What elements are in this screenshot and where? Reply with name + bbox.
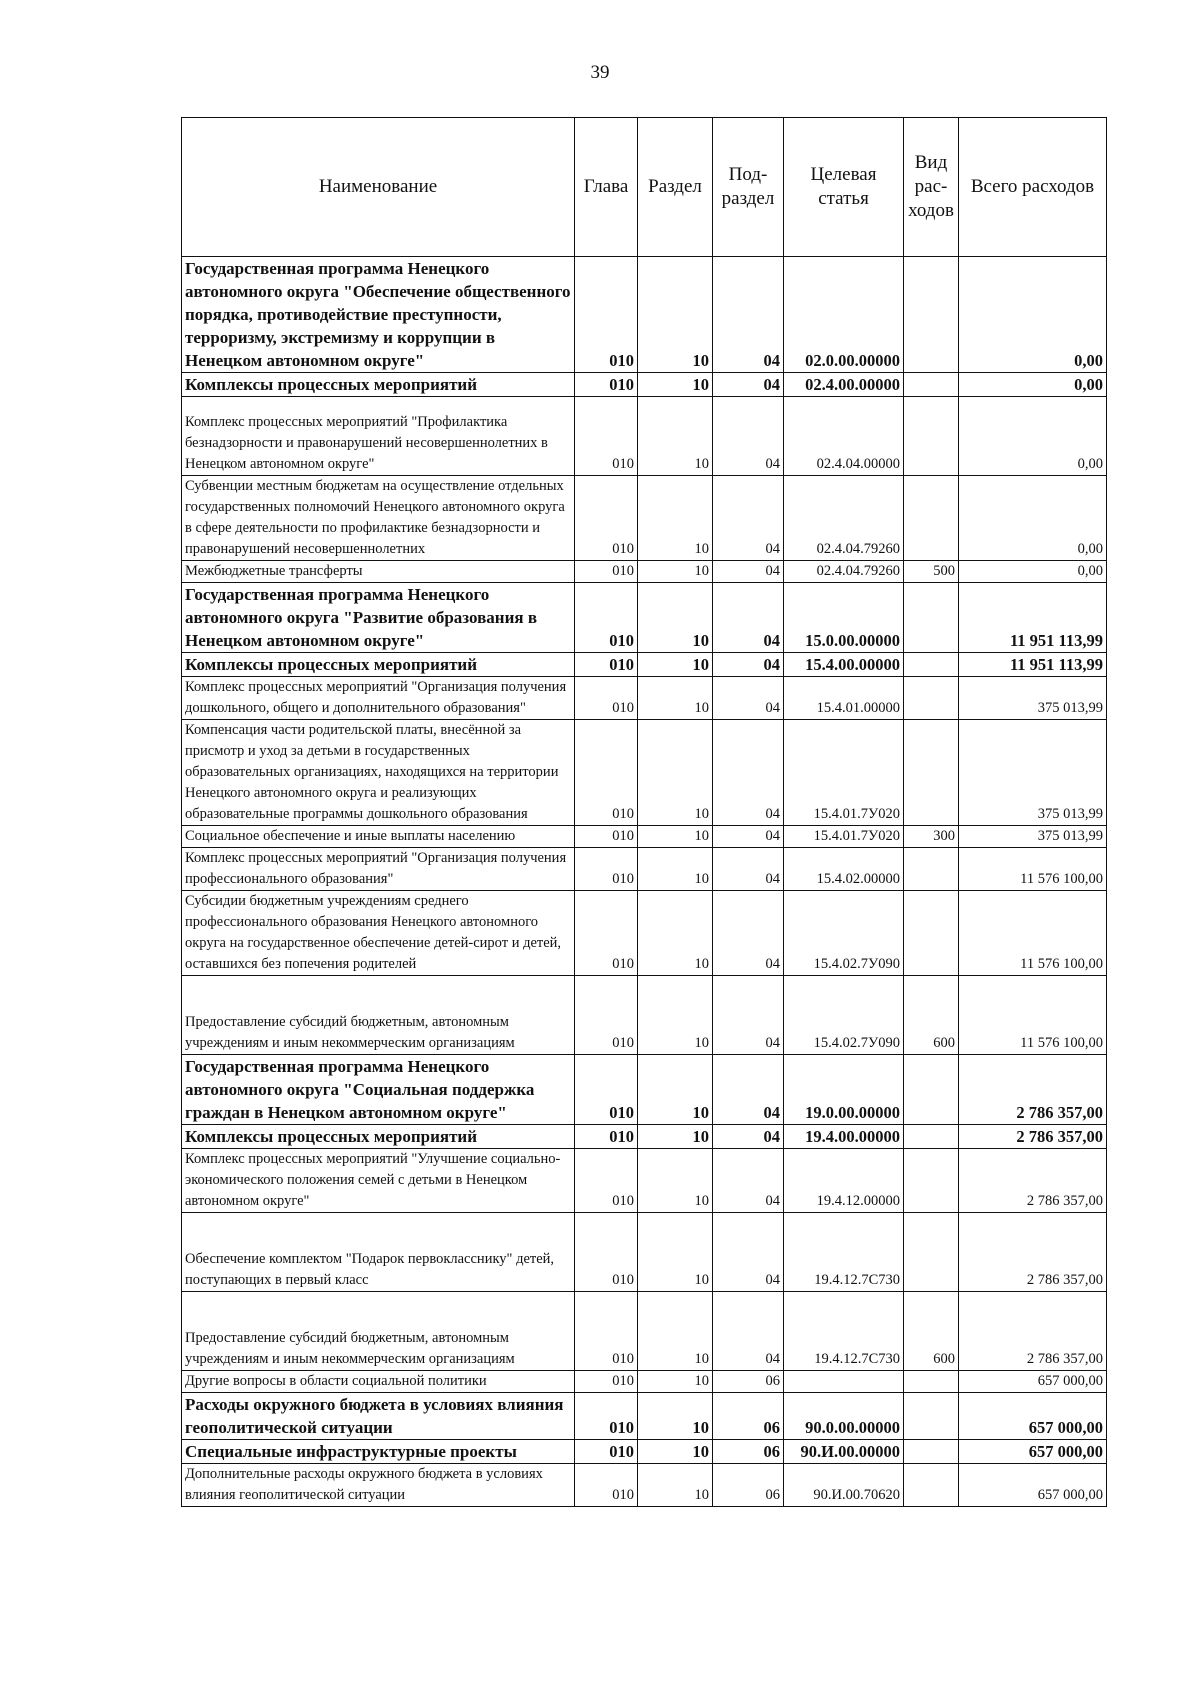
row-name-cell: Комплексы процессных мероприятий — [182, 373, 575, 397]
row-section-cell: 10 — [638, 1464, 713, 1507]
row-name-cell: Субсидии бюджетным учреждениям среднего профессионального образования Ненецкого автономного округа на государственное обеспечение детей-сирот и детей, оставшихся без попечения родителей — [182, 891, 575, 976]
row-expense-type-cell — [904, 1213, 959, 1292]
row-target-item-cell: 15.4.02.7У090 — [784, 976, 904, 1055]
row-subsection-cell: 04 — [713, 561, 784, 583]
row-section-cell: 10 — [638, 476, 713, 561]
row-name-cell: Компенсация части родительской платы, внесённой за присмотр и уход за детьми в государственных образовательных организациях, находящихся на территории Ненецкого автономного округа и реализующих образовательные программы дошкольного образования — [182, 720, 575, 826]
row-section-cell: 10 — [638, 373, 713, 397]
row-chapter-cell: 010 — [575, 826, 638, 848]
row-name-cell: Обеспечение комплектом "Подарок первокласснику" детей, поступающих в первый класс — [182, 1213, 575, 1292]
row-section-cell: 10 — [638, 1371, 713, 1393]
row-section-cell: 10 — [638, 891, 713, 976]
row-chapter-cell: 010 — [575, 476, 638, 561]
table-header-row — [182, 118, 1107, 257]
row-subsection-cell: 04 — [713, 826, 784, 848]
row-chapter-cell: 010 — [575, 583, 638, 653]
row-subsection-cell: 04 — [713, 891, 784, 976]
row-target-item-cell: 15.4.01.00000 — [784, 677, 904, 720]
row-total-cell: 0,00 — [959, 476, 1107, 561]
row-section-cell: 10 — [638, 397, 713, 476]
row-expense-type-cell: 600 — [904, 1292, 959, 1371]
header-section: Раздел — [638, 118, 713, 257]
row-section-cell: 10 — [638, 1292, 713, 1371]
row-total-cell: 11 576 100,00 — [959, 848, 1107, 891]
row-section-cell: 10 — [638, 826, 713, 848]
row-subsection-cell: 04 — [713, 653, 784, 677]
row-expense-type-cell — [904, 891, 959, 976]
row-expense-type-cell — [904, 1149, 959, 1213]
row-name-cell: Дополнительные расходы окружного бюджета в условиях влияния геополитической ситуации — [182, 1464, 575, 1507]
row-target-item-cell: 19.4.12.7С730 — [784, 1213, 904, 1292]
row-target-item-cell: 02.4.00.00000 — [784, 373, 904, 397]
row-chapter-cell: 010 — [575, 1393, 638, 1440]
row-chapter-cell: 010 — [575, 1440, 638, 1464]
row-target-item-cell: 02.4.04.79260 — [784, 561, 904, 583]
row-expense-type-cell — [904, 677, 959, 720]
table-row — [182, 653, 1107, 677]
row-target-item-cell: 15.4.01.7У020 — [784, 720, 904, 826]
row-expense-type-cell — [904, 1125, 959, 1149]
row-section-cell: 10 — [638, 583, 713, 653]
header-total: Всего расходов — [959, 118, 1107, 257]
row-section-cell: 10 — [638, 257, 713, 373]
row-target-item-cell — [784, 1371, 904, 1393]
row-total-cell: 11 951 113,99 — [959, 583, 1107, 653]
row-subsection-cell: 04 — [713, 257, 784, 373]
row-total-cell: 657 000,00 — [959, 1393, 1107, 1440]
row-name-cell: Комплекс процессных мероприятий "Профилактика безнадзорности и правонарушений несовершеннолетних в Ненецком автономном округе" — [182, 397, 575, 476]
row-expense-type-cell — [904, 1371, 959, 1393]
table-row — [182, 1213, 1107, 1292]
row-subsection-cell: 04 — [713, 976, 784, 1055]
row-chapter-cell: 010 — [575, 1213, 638, 1292]
row-target-item-cell: 19.0.00.00000 — [784, 1055, 904, 1125]
table-row — [182, 1464, 1107, 1507]
row-target-item-cell: 19.4.00.00000 — [784, 1125, 904, 1149]
row-name-cell: Расходы окружного бюджета в условиях влияния геополитической ситуации — [182, 1393, 575, 1440]
row-chapter-cell: 010 — [575, 561, 638, 583]
row-subsection-cell: 04 — [713, 720, 784, 826]
row-section-cell: 10 — [638, 561, 713, 583]
row-section-cell: 10 — [638, 1125, 713, 1149]
row-subsection-cell: 04 — [713, 1292, 784, 1371]
row-total-cell: 2 786 357,00 — [959, 1055, 1107, 1125]
table-row — [182, 476, 1107, 561]
row-total-cell: 2 786 357,00 — [959, 1292, 1107, 1371]
row-total-cell: 657 000,00 — [959, 1440, 1107, 1464]
row-target-item-cell: 02.0.00.00000 — [784, 257, 904, 373]
row-section-cell: 10 — [638, 653, 713, 677]
budget-table — [181, 117, 1107, 1507]
row-subsection-cell: 04 — [713, 476, 784, 561]
table-row — [182, 677, 1107, 720]
row-expense-type-cell — [904, 1393, 959, 1440]
table-row — [182, 257, 1107, 373]
row-expense-type-cell — [904, 257, 959, 373]
row-target-item-cell: 90.И.00.00000 — [784, 1440, 904, 1464]
table-row — [182, 1393, 1107, 1440]
row-name-cell: Предоставление субсидий бюджетным, автономным учреждениям и иным некоммерческим организациям — [182, 1292, 575, 1371]
row-subsection-cell: 04 — [713, 1213, 784, 1292]
row-target-item-cell: 15.4.02.7У090 — [784, 891, 904, 976]
row-total-cell: 0,00 — [959, 397, 1107, 476]
row-section-cell: 10 — [638, 720, 713, 826]
row-chapter-cell: 010 — [575, 397, 638, 476]
table-row — [182, 976, 1107, 1055]
row-total-cell: 11 576 100,00 — [959, 891, 1107, 976]
row-name-cell: Государственная программа Ненецкого автономного округа "Развитие образования в Ненецком автономном округе" — [182, 583, 575, 653]
row-expense-type-cell — [904, 1464, 959, 1507]
row-subsection-cell: 06 — [713, 1464, 784, 1507]
table-row — [182, 720, 1107, 826]
table-row — [182, 1149, 1107, 1213]
row-name-cell: Комплекс процессных мероприятий "Организация получения профессионального образования" — [182, 848, 575, 891]
row-total-cell: 375 013,99 — [959, 677, 1107, 720]
row-chapter-cell: 010 — [575, 976, 638, 1055]
row-chapter-cell: 010 — [575, 1292, 638, 1371]
row-name-cell: Другие вопросы в области социальной политики — [182, 1371, 575, 1393]
row-chapter-cell: 010 — [575, 1371, 638, 1393]
row-total-cell: 375 013,99 — [959, 720, 1107, 826]
row-section-cell: 10 — [638, 677, 713, 720]
row-subsection-cell: 04 — [713, 1125, 784, 1149]
table-row — [182, 826, 1107, 848]
row-name-cell: Комплекс процессных мероприятий "Организация получения дошкольного, общего и дополнительного образования" — [182, 677, 575, 720]
row-total-cell: 2 786 357,00 — [959, 1149, 1107, 1213]
row-total-cell: 657 000,00 — [959, 1464, 1107, 1507]
row-expense-type-cell: 500 — [904, 561, 959, 583]
row-subsection-cell: 04 — [713, 373, 784, 397]
row-total-cell: 0,00 — [959, 257, 1107, 373]
row-section-cell: 10 — [638, 976, 713, 1055]
row-subsection-cell: 04 — [713, 1055, 784, 1125]
row-total-cell: 11 576 100,00 — [959, 976, 1107, 1055]
row-subsection-cell: 04 — [713, 583, 784, 653]
table-row — [182, 1371, 1107, 1393]
row-section-cell: 10 — [638, 1440, 713, 1464]
row-expense-type-cell — [904, 1055, 959, 1125]
row-chapter-cell: 010 — [575, 1149, 638, 1213]
row-total-cell: 11 951 113,99 — [959, 653, 1107, 677]
row-chapter-cell: 010 — [575, 373, 638, 397]
row-name-cell: Специальные инфраструктурные проекты — [182, 1440, 575, 1464]
row-subsection-cell: 04 — [713, 397, 784, 476]
row-chapter-cell: 010 — [575, 1055, 638, 1125]
row-expense-type-cell: 600 — [904, 976, 959, 1055]
page-number: 39 — [590, 62, 610, 83]
row-name-cell: Социальное обеспечение и иные выплаты населению — [182, 826, 575, 848]
table-row — [182, 561, 1107, 583]
row-subsection-cell: 06 — [713, 1393, 784, 1440]
row-chapter-cell: 010 — [575, 1125, 638, 1149]
row-target-item-cell: 15.0.00.00000 — [784, 583, 904, 653]
row-chapter-cell: 010 — [575, 653, 638, 677]
header-name: Наименование — [182, 118, 575, 257]
row-section-cell: 10 — [638, 848, 713, 891]
header-expense-type: Вид рас-ходов — [904, 118, 959, 257]
row-subsection-cell: 06 — [713, 1440, 784, 1464]
table-row — [182, 1125, 1107, 1149]
row-expense-type-cell — [904, 476, 959, 561]
row-section-cell: 10 — [638, 1149, 713, 1213]
row-total-cell: 2 786 357,00 — [959, 1213, 1107, 1292]
row-expense-type-cell — [904, 1440, 959, 1464]
row-target-item-cell: 15.4.02.00000 — [784, 848, 904, 891]
table-row — [182, 891, 1107, 976]
row-chapter-cell: 010 — [575, 848, 638, 891]
row-subsection-cell: 04 — [713, 848, 784, 891]
header-chapter: Глава — [575, 118, 638, 257]
row-total-cell: 0,00 — [959, 373, 1107, 397]
table-body — [182, 257, 1107, 1507]
row-name-cell: Комплекс процессных мероприятий "Улучшение социально-экономического положения семей с детьми в Ненецком автономном округе" — [182, 1149, 575, 1213]
row-name-cell: Государственная программа Ненецкого автономного округа "Социальная поддержка граждан в Ненецком автономном округе" — [182, 1055, 575, 1125]
row-subsection-cell: 04 — [713, 1149, 784, 1213]
row-expense-type-cell — [904, 397, 959, 476]
row-section-cell: 10 — [638, 1055, 713, 1125]
header-target-item: Целевая статья — [784, 118, 904, 257]
row-total-cell: 2 786 357,00 — [959, 1125, 1107, 1149]
row-target-item-cell: 15.4.00.00000 — [784, 653, 904, 677]
row-target-item-cell: 19.4.12.7С730 — [784, 1292, 904, 1371]
row-total-cell: 375 013,99 — [959, 826, 1107, 848]
row-name-cell: Предоставление субсидий бюджетным, автономным учреждениям и иным некоммерческим организациям — [182, 976, 575, 1055]
row-name-cell: Комплексы процессных мероприятий — [182, 653, 575, 677]
header-subsection: Под-раздел — [713, 118, 784, 257]
row-chapter-cell: 010 — [575, 257, 638, 373]
row-target-item-cell: 15.4.01.7У020 — [784, 826, 904, 848]
row-target-item-cell: 90.И.00.70620 — [784, 1464, 904, 1507]
row-target-item-cell: 02.4.04.00000 — [784, 397, 904, 476]
row-chapter-cell: 010 — [575, 677, 638, 720]
row-expense-type-cell — [904, 373, 959, 397]
row-target-item-cell: 19.4.12.00000 — [784, 1149, 904, 1213]
row-section-cell: 10 — [638, 1213, 713, 1292]
row-expense-type-cell — [904, 653, 959, 677]
row-name-cell: Государственная программа Ненецкого автономного округа "Обеспечение общественного порядка, противодействие преступности, терроризму, экстремизму и коррупции в Ненецком автономном округе" — [182, 257, 575, 373]
row-name-cell: Межбюджетные трансферты — [182, 561, 575, 583]
table-row — [182, 373, 1107, 397]
table-row — [182, 1440, 1107, 1464]
row-subsection-cell: 04 — [713, 677, 784, 720]
table-row — [182, 1292, 1107, 1371]
table-row — [182, 848, 1107, 891]
row-expense-type-cell — [904, 583, 959, 653]
row-expense-type-cell — [904, 848, 959, 891]
row-target-item-cell: 02.4.04.79260 — [784, 476, 904, 561]
row-chapter-cell: 010 — [575, 1464, 638, 1507]
row-section-cell: 10 — [638, 1393, 713, 1440]
table-row — [182, 583, 1107, 653]
table-row — [182, 397, 1107, 476]
row-chapter-cell: 010 — [575, 891, 638, 976]
row-total-cell: 0,00 — [959, 561, 1107, 583]
row-name-cell: Субвенции местным бюджетам на осуществление отдельных государственных полномочий Ненецкого автономного округа в сфере деятельности по профилактике безнадзорности и правонарушений несовершеннолетних — [182, 476, 575, 561]
row-total-cell: 657 000,00 — [959, 1371, 1107, 1393]
row-target-item-cell: 90.0.00.00000 — [784, 1393, 904, 1440]
row-expense-type-cell — [904, 720, 959, 826]
row-expense-type-cell: 300 — [904, 826, 959, 848]
table-row — [182, 1055, 1107, 1125]
row-chapter-cell: 010 — [575, 720, 638, 826]
row-subsection-cell: 06 — [713, 1371, 784, 1393]
row-name-cell: Комплексы процессных мероприятий — [182, 1125, 575, 1149]
